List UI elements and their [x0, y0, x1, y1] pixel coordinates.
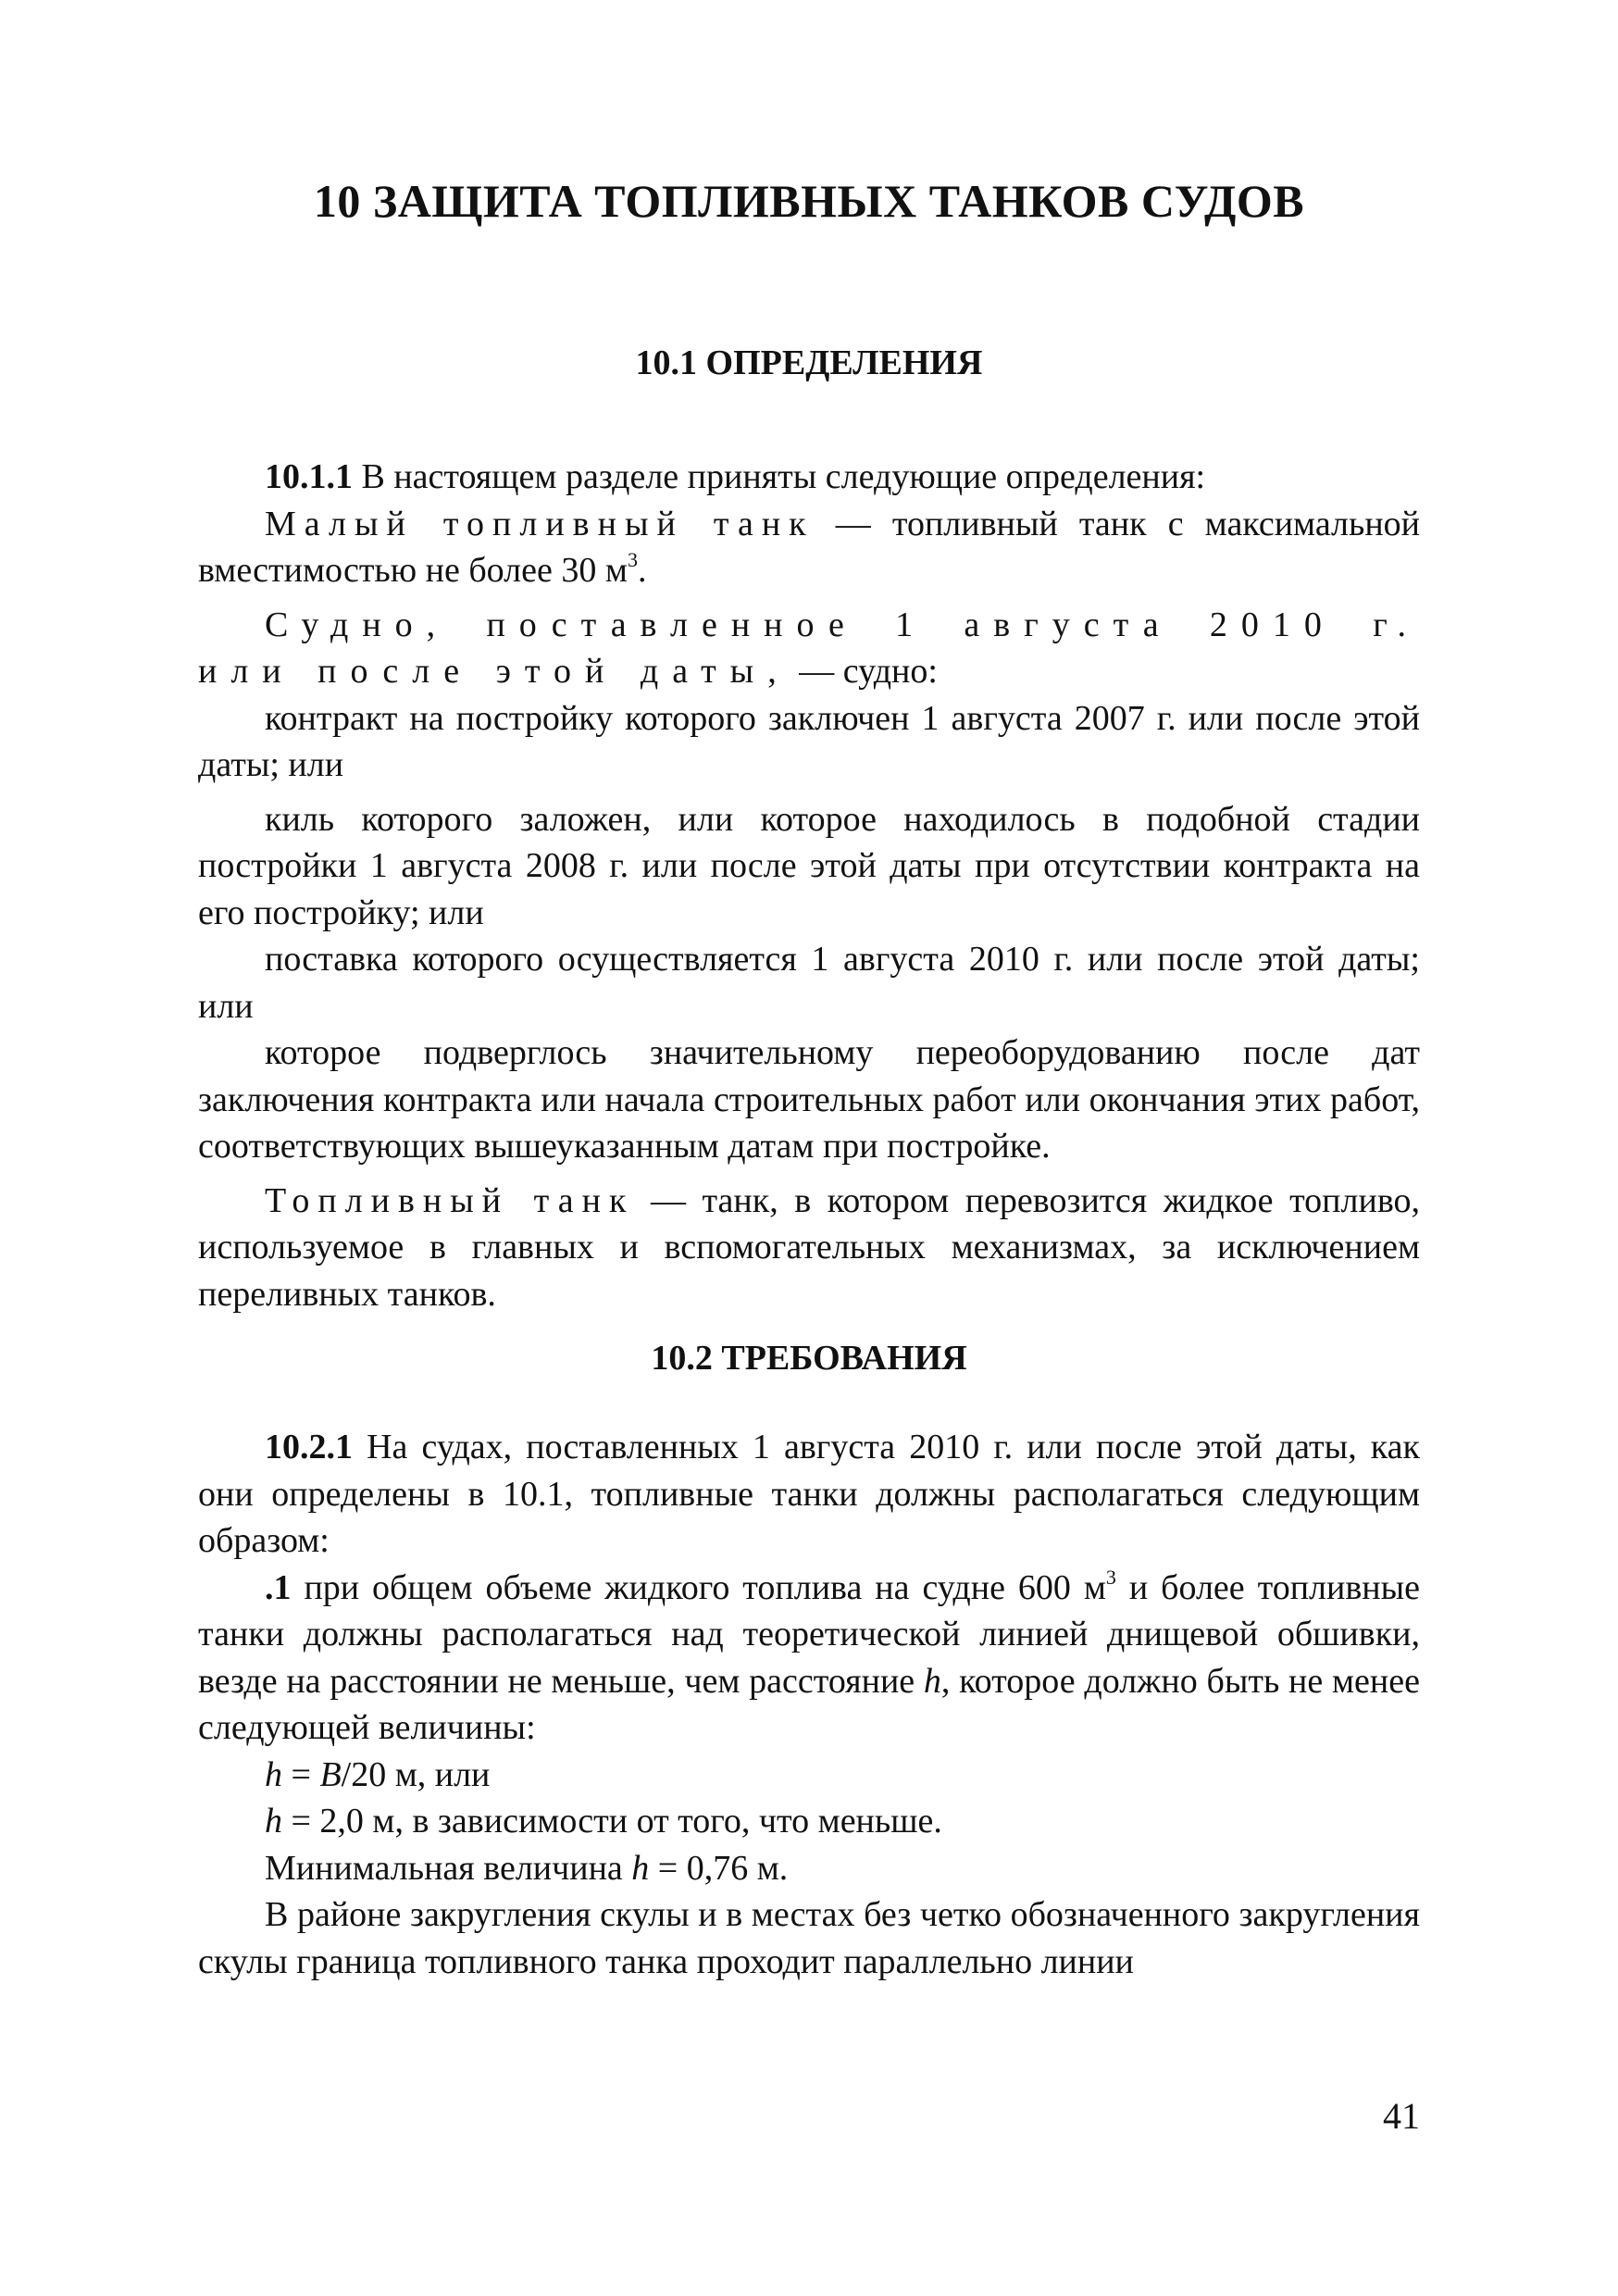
subclause-1 [198, 1565, 1420, 1752]
term: Топливный танк [265, 1180, 635, 1220]
section-title-requirements: 10.2 ТРЕБОВАНИЯ [651, 1339, 967, 1378]
definition-ship-delivered [198, 602, 1420, 695]
punctuation: . [637, 551, 647, 590]
clause-number: 10.1.1 [265, 457, 353, 496]
definition-text: — танк, в котором перевозится жидкое топливо, используемое в главных и вспомогательных механизмах, за исключением переливных танков. [198, 1180, 1420, 1314]
list-item: поставка которого осуществляется 1 августа 2010 г. или после этой даты; или [198, 940, 1420, 1026]
requirements-block [198, 1424, 1420, 1985]
variable-h: h [265, 1754, 282, 1794]
bilge-paragraph: В районе закругления скулы и в местах без четко обозначенного закругления скулы граница топливного танка проходит параллельно линии [198, 1895, 1420, 1981]
variable-h: h [265, 1802, 282, 1841]
list-item: контракт на постройку которого заключен 1 августа 2007 г. или после этой даты; или [198, 698, 1420, 784]
paragraph-10-1-1 [198, 454, 1420, 501]
clause-text: На судах, поставленных 1 августа 2010 г. или после этой даты, как они определены в 10.1, топливные танки должны располагаться следующим образом: [198, 1428, 1420, 1560]
list-item: которое подверглось значительному переоборудованию после дат заключения контракта или начала строительных работ или окончания этих работ, соответствующих вышеуказанным датам при постройке. [198, 1033, 1420, 1166]
minimum-value [198, 1845, 1420, 1892]
clause-text: В настоящем разделе приняты следующие определения: [353, 457, 1206, 496]
definitions-block [198, 454, 1420, 1317]
formula-text: = 2,0 м, в зависимости от того, что меньше. [282, 1802, 942, 1841]
variable-B: B [319, 1754, 342, 1794]
subclause-text: , которое должно быть не менее следующей величины: [198, 1661, 1420, 1747]
definition-text: — топливный танк с максимальной вместимостью не более 30 м [198, 504, 1420, 590]
equals: = [282, 1754, 320, 1794]
term: Малый топливный танк [265, 504, 815, 543]
formula-1 [198, 1752, 1420, 1799]
minimum-text: = 0,76 м. [649, 1848, 789, 1888]
page-number: 41 [1383, 2095, 1420, 2137]
formula-2 [198, 1798, 1420, 1845]
section-title-definitions: 10.1 ОПРЕДЕЛЕНИЯ [635, 343, 983, 382]
variable-h: h [923, 1661, 941, 1701]
subclause-text: при общем объеме жидкого топлива на судне 600 м [291, 1567, 1106, 1607]
subclause-number: .1 [265, 1567, 292, 1607]
superscript: 3 [1105, 1565, 1116, 1589]
clause-number: 10.2.1 [265, 1428, 353, 1466]
paragraph-10-2-1 [198, 1424, 1420, 1565]
definition-text: — судно: [790, 652, 938, 691]
definition-fuel-tank [198, 1178, 1420, 1318]
superscript: 3 [627, 548, 638, 571]
chapter-title: 10 ЗАЩИТА ТОПЛИВНЫХ ТАНКОВ СУДОВ [313, 175, 1305, 227]
subclause-text: и более топливные танки должны располагаться над теоретической линией днищевой обшивки, везде на расстоянии не меньше, чем расстояние [198, 1567, 1420, 1701]
term: Судно, поставленное 1 августа 2010 г. или после этой даты, [198, 605, 1420, 691]
list-item: киль которого заложен, или которое находилось в подобной стадии постройки 1 августа 2008 г. или после этой даты при отсутствии контракта на его постройку; или [198, 799, 1420, 932]
definition-small-tank [198, 501, 1420, 594]
formula-text: /20 м, или [341, 1754, 491, 1794]
minimum-text: Минимальная величина [265, 1848, 632, 1888]
variable-h: h [631, 1848, 650, 1888]
